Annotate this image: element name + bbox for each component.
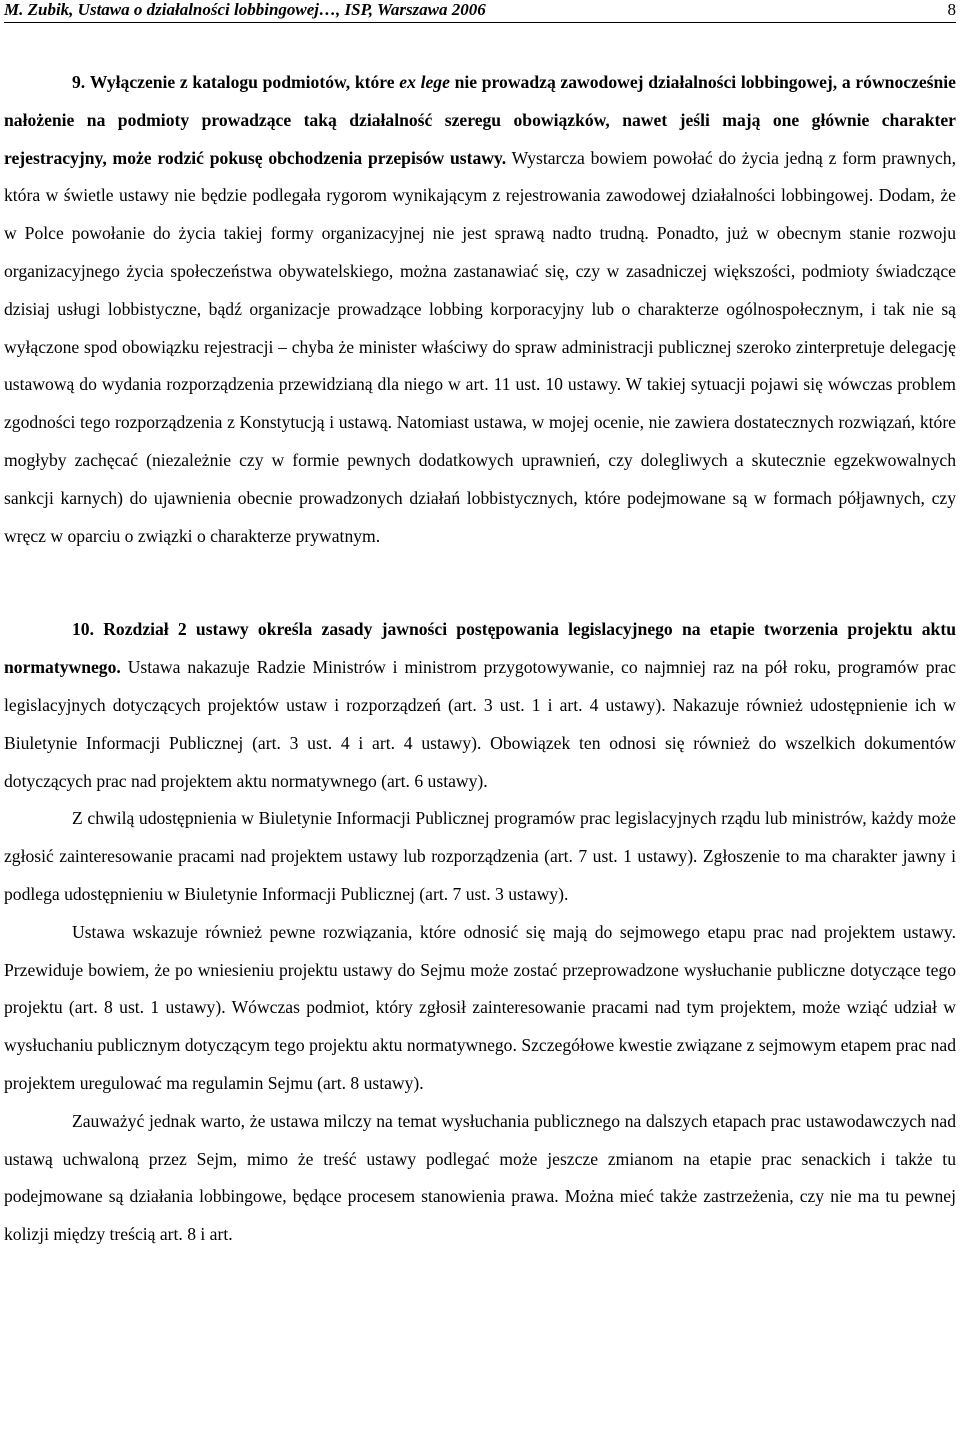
document-body [4,64,956,1254]
header-title: M. Zubik, Ustawa o działalności lobbingowej…, ISP, Warszawa 2006 [4,0,486,19]
section-10-paragraph-2: Z chwilą udostępnienia w Biuletynie Informacji Publicznej programów prac legislacyjnych rządu lub ministrów, każdy może zgłosić zainteresowanie pracami nad projektem ustawy lub rozporządzenia (art. 7 ust. 1 ustawy). Zgłoszenie to ma charakter jawny i podlega udostępnieniu w Biuletynie Informacji Publicznej (art. 7 ust. 3 ustawy). [4,808,956,904]
section-10-number: 10. [72,619,94,640]
section-10-paragraph-4: Zauważyć jednak warto, że ustawa milczy na temat wysłuchania publicznego na dalszych etapach prac ustawodawczych nad ustawą uchwaloną przez Sejm, mimo że treść ustawy podlegać może jeszcze zmianom na etapie prac senackich i także tu podejmowane są działania lobbingowe, będące procesem stanowienia prawa. Można mieć także zastrzeżenia, czy nie ma tu pewnej kolizji między treścią art. 8 i art. [4,1110,956,1245]
section-10-paragraph-3: Ustawa wskazuje również pewne rozwiązania, które odnosić się mają do sejmowego etapu prac nad projektem ustawy. Przewiduje bowiem, że po wniesieniu projektu ustawy do Sejmu może zostać przeprowadzone wysłuchanie publiczne dotyczące tego projektu (art. 8 ust. 1 ustawy). Wówczas podmiot, który zgłosił zainteresowanie pracami nad tym projektem, może wziąć udział w wysłuchaniu publicznym dotyczącym tego projektu aktu normatywnego. Szczegółowe kwestie związane z sejmowym etapem prac nad projektem uregulować ma regulamin Sejmu (art. 8 ustawy). [4,921,956,1093]
section-9-paragraph [4,64,956,555]
section-9-number: 9. [72,72,86,92]
section-10-paragraph [4,611,956,800]
section-gap [4,555,956,611]
page-header [4,0,956,23]
section-9-heading-b: nie prowadzą zawodowej działalności lobbingowej, a równocześnie nałożenie na podmioty prowadzące taką działalność szeregu obowiązków, nawet jeśli mają one głównie charakter rejestracyjny, może rodzić pokusę obchodzenia przepisów ustawy. [4,72,956,168]
section-10-heading: Rozdział 2 ustawy określa zasady jawności postępowania legislacyjnego na etapie tworzenia projektu aktu normatywnego. [4,619,956,678]
section-9-text: Wystarcza bowiem powołać do życia jedną z form prawnych, która w świetle ustawy nie będzie podlegała rygorom wynikającym z rejestrowania zawodowej działalności lobbingowej. Dodam, że w Polce powołanie do życia takiej formy organizacyjnej nie jest sprawą nadto trudną. Ponadto, już w obecnym stanie rozwoju organizacyjnego życia społeczeństwa obywatelskiego, można zastanawiać się, czy w zasadniczej większości, podmioty świadczące dzisiaj usługi lobbistyczne, bądź organizacje prowadzące lobbing korporacyjny lub o charakterze ogólnospołecznym, i tak nie są wyłączone spod obowiązku rejestracji – chyba że minister właściwy do spraw administracji publicznej szeroko zinterpretuje delegację ustawową do wydania rozporządzenia przewidzianą dla niego w art. 11 ust. 10 ustawy. W takiej sytuacji pojawi się wówczas problem zgodności tego rozporządzenia z Konstytucją i ustawą. Natomiast ustawa, w mojej ocenie, nie zawiera dostatecznych rozwiązań, które mogłyby zachęcać (niezależnie czy w formie pewnych dodatkowych uprawnień, czy dolegliwych a skutecznie egzekwowalnych sankcji karnych) do ujawnienia obecnie prowadzonych działań lobbistycznych, które podejmowane są w formach półjawnych, czy wręcz w oparciu o związki o charakterze prywatnym. [4,147,956,546]
section-9-heading-a: Wyłączenie z katalogu podmiotów, które [89,72,395,92]
section-9-heading-italic: ex lege [399,72,450,92]
section-10-text: Ustawa nakazuje Radzie Ministrów i ministrom przygotowywanie, co najmniej raz na pół roku, programów prac legislacyjnych dotyczących projektów ustaw i rozporządzeń (art. 3 ust. 1 i art. 4 ustawy). Nakazuje również udostępnienie ich w Biuletynie Informacji Publicznej (art. 3 ust. 4 i art. 4 ustawy). Obowiązek ten odnosi się również do wszelkich dokumentów dotyczących prac nad projektem aktu normatywnego (art. 6 ustawy). [4,657,956,791]
page-number: 8 [947,0,956,19]
